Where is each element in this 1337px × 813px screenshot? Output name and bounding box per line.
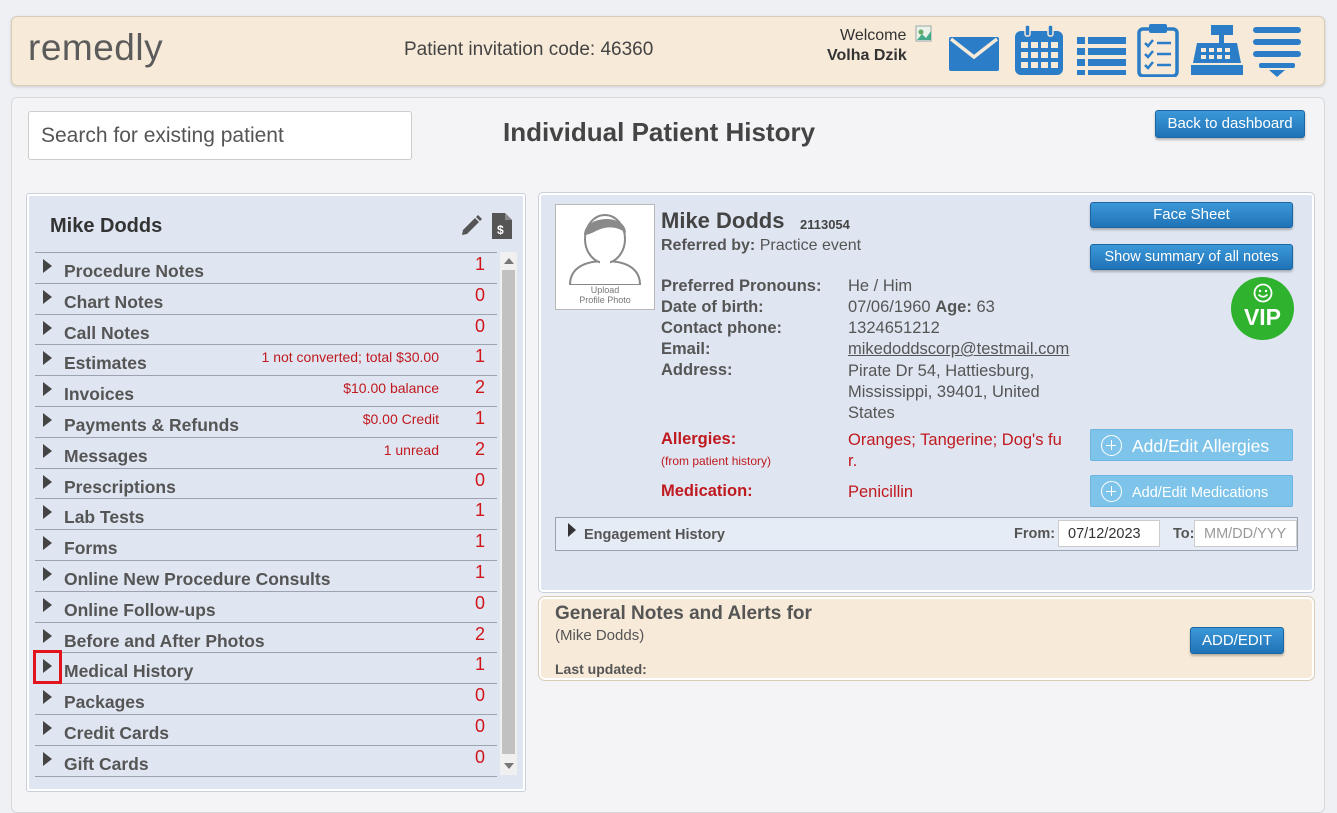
expand-arrow-icon[interactable] bbox=[43, 567, 52, 581]
expand-arrow-icon[interactable] bbox=[43, 505, 52, 519]
section-label[interactable]: Estimates bbox=[64, 353, 147, 374]
dob-value: 07/06/1960 Age: 63 bbox=[848, 298, 995, 316]
page-title: Individual Patient History bbox=[503, 117, 816, 147]
section-row[interactable] bbox=[35, 684, 497, 715]
section-note: 1 not converted; total $30.00 bbox=[261, 349, 439, 366]
svg-text:$: $ bbox=[497, 223, 504, 237]
cash-register-icon[interactable] bbox=[1189, 23, 1245, 77]
expand-arrow-icon[interactable] bbox=[43, 444, 52, 458]
profile-placeholder-icon bbox=[556, 205, 654, 285]
section-note: 1 unread bbox=[383, 441, 439, 458]
calendar-icon[interactable] bbox=[1012, 23, 1066, 77]
face-sheet-button[interactable]: Face Sheet bbox=[1090, 202, 1293, 228]
remedly-logo[interactable]: remedly bbox=[28, 27, 164, 68]
back-to-dashboard-button[interactable]: Back to dashboard bbox=[1155, 110, 1305, 138]
section-row[interactable] bbox=[35, 284, 497, 315]
mail-icon[interactable] bbox=[947, 23, 1001, 77]
last-updated-label: Last updated: bbox=[555, 661, 647, 677]
patient-sections-panel bbox=[27, 194, 525, 791]
section-label[interactable]: Call Notes bbox=[64, 322, 150, 343]
notes-title: General Notes and Alerts for bbox=[555, 603, 812, 624]
scrollbar-thumb[interactable] bbox=[502, 270, 515, 754]
section-count: 0 bbox=[474, 715, 485, 736]
section-row[interactable] bbox=[35, 315, 497, 346]
plus-circle-icon bbox=[1101, 435, 1122, 456]
add-edit-medications-button[interactable]: Add/Edit Medications bbox=[1090, 475, 1293, 507]
pronouns-label: Preferred Pronouns: bbox=[661, 277, 822, 295]
add-edit-notes-button[interactable]: ADD/EDIT bbox=[1190, 627, 1284, 654]
allergies-label: Allergies: bbox=[661, 430, 737, 448]
section-count: 1 bbox=[474, 346, 485, 367]
left-panel-patient-name: Mike Dodds bbox=[50, 215, 163, 237]
section-count: 2 bbox=[474, 377, 485, 398]
list-scrollbar[interactable] bbox=[500, 252, 517, 775]
notes-patient-name: (Mike Dodds) bbox=[555, 627, 645, 644]
vip-badge: VIP bbox=[1231, 277, 1294, 340]
section-count: 0 bbox=[474, 746, 485, 767]
section-row[interactable] bbox=[35, 623, 497, 654]
section-note: $10.00 balance bbox=[343, 380, 439, 397]
section-row[interactable] bbox=[35, 592, 497, 623]
expand-arrow-icon[interactable] bbox=[43, 351, 52, 365]
show-notes-summary-button[interactable]: Show summary of all notes bbox=[1090, 244, 1293, 270]
section-note: $0.00 Credit bbox=[362, 410, 439, 427]
clipboard-icon[interactable] bbox=[1134, 23, 1182, 77]
expand-arrow-icon[interactable] bbox=[43, 598, 52, 612]
section-label[interactable]: Medical History bbox=[64, 661, 194, 682]
invoice-document-icon[interactable] bbox=[491, 212, 513, 245]
to-label: To: bbox=[1173, 526, 1195, 542]
user-name[interactable]: Volha Dzik bbox=[827, 47, 907, 64]
photo-caption: Upload bbox=[590, 285, 620, 295]
section-row[interactable] bbox=[35, 253, 497, 284]
pencil-icon[interactable] bbox=[459, 214, 483, 243]
section-row[interactable] bbox=[35, 499, 497, 530]
section-label[interactable]: Prescriptions bbox=[64, 476, 176, 497]
user-avatar-icon bbox=[915, 25, 933, 43]
smiley-icon bbox=[1253, 283, 1273, 303]
section-label[interactable]: Gift Cards bbox=[64, 753, 149, 774]
engagement-history-label[interactable]: Engagement History bbox=[584, 527, 725, 543]
section-count: 1 bbox=[474, 254, 485, 274]
expand-arrow-icon[interactable] bbox=[43, 629, 52, 643]
search-patient-input[interactable] bbox=[28, 111, 412, 160]
dob-label: Date of birth: bbox=[661, 298, 764, 316]
section-label[interactable]: Procedure Notes bbox=[64, 261, 205, 281]
expand-arrow-icon[interactable] bbox=[43, 752, 52, 766]
menu-icon[interactable] bbox=[1251, 23, 1305, 77]
section-label[interactable]: Online New Procedure Consults bbox=[64, 568, 331, 589]
expand-arrow-icon[interactable] bbox=[43, 382, 52, 396]
section-count: 1 bbox=[474, 561, 485, 582]
welcome-text: Welcome bbox=[840, 27, 907, 44]
expand-arrow-icon[interactable] bbox=[43, 475, 52, 489]
allergies-source: (from patient history) bbox=[661, 454, 772, 468]
section-label[interactable]: Invoices bbox=[64, 384, 135, 405]
from-label: From: bbox=[1014, 526, 1056, 542]
section-row[interactable] bbox=[35, 561, 497, 592]
section-label[interactable]: Payments & Refunds bbox=[64, 414, 240, 435]
expand-arrow-icon[interactable] bbox=[43, 413, 52, 427]
section-row[interactable] bbox=[35, 345, 497, 376]
phone-label: Contact phone: bbox=[661, 319, 782, 337]
medication-value: Penicillin bbox=[848, 483, 914, 501]
upload-profile-photo[interactable] bbox=[555, 204, 655, 310]
section-row[interactable] bbox=[35, 530, 497, 561]
patient-name: Mike Dodds bbox=[661, 208, 785, 233]
section-count: 2 bbox=[474, 438, 485, 459]
section-count: 0 bbox=[474, 685, 485, 706]
section-count: 1 bbox=[474, 531, 485, 552]
phone-value: 1324651212 bbox=[848, 319, 940, 337]
email-link[interactable]: mikedoddscorp@testmail.com bbox=[848, 340, 1070, 358]
section-count: 1 bbox=[474, 500, 485, 521]
section-row[interactable] bbox=[35, 653, 497, 684]
section-label[interactable]: Credit Cards bbox=[64, 722, 170, 743]
photo-caption: Profile Photo bbox=[579, 295, 631, 305]
section-count: 0 bbox=[474, 592, 485, 613]
section-count: 0 bbox=[474, 469, 485, 490]
section-row[interactable] bbox=[35, 469, 497, 500]
highlight-box bbox=[33, 650, 62, 684]
section-row[interactable] bbox=[35, 407, 497, 438]
section-label[interactable]: Messages bbox=[64, 445, 148, 466]
plus-circle-icon bbox=[1101, 481, 1122, 502]
section-count: 1 bbox=[474, 407, 485, 428]
section-count: 0 bbox=[474, 315, 485, 336]
list-icon[interactable] bbox=[1075, 23, 1129, 77]
section-row[interactable] bbox=[35, 376, 497, 407]
expand-arrow-icon[interactable] bbox=[43, 690, 52, 704]
expand-arrow-icon[interactable] bbox=[43, 321, 52, 335]
engagement-history-row[interactable] bbox=[555, 517, 1298, 551]
expand-arrow-icon[interactable] bbox=[43, 721, 52, 735]
expand-arrow-icon[interactable] bbox=[43, 290, 52, 304]
general-notes-panel bbox=[539, 597, 1314, 680]
section-label[interactable]: Online Follow-ups bbox=[64, 599, 216, 620]
pronouns-value: He / Him bbox=[848, 277, 913, 295]
patient-id: 2113054 bbox=[800, 217, 850, 232]
allergies-value: Oranges; Tangerine; Dog's fu r. bbox=[848, 431, 1062, 470]
section-count: 1 bbox=[474, 654, 485, 675]
section-label[interactable]: Packages bbox=[64, 692, 145, 713]
section-row[interactable] bbox=[35, 438, 497, 469]
section-label[interactable]: Chart Notes bbox=[64, 291, 164, 312]
add-edit-allergies-button[interactable]: Add/Edit Allergies bbox=[1090, 429, 1293, 461]
scroll-down-arrow-icon[interactable] bbox=[504, 763, 514, 769]
expand-arrow-icon[interactable] bbox=[43, 536, 52, 550]
expand-arrow-icon[interactable] bbox=[43, 259, 52, 273]
scroll-up-arrow-icon[interactable] bbox=[504, 258, 514, 264]
referred-by: Referred by: Practice event bbox=[661, 237, 862, 254]
section-row[interactable] bbox=[35, 715, 497, 746]
section-label[interactable]: Before and After Photos bbox=[64, 630, 265, 651]
address-label: Address: bbox=[661, 361, 733, 379]
section-row[interactable] bbox=[35, 746, 497, 777]
medication-label: Medication: bbox=[661, 482, 753, 500]
patient-info-panel bbox=[539, 193, 1314, 592]
patient-invitation-code: Patient invitation code: 46360 bbox=[404, 39, 654, 60]
section-count: 2 bbox=[474, 623, 485, 644]
patient-sections-list bbox=[35, 252, 497, 778]
app-header bbox=[11, 16, 1325, 86]
expand-arrow-icon[interactable] bbox=[568, 523, 576, 537]
email-label: Email: bbox=[661, 340, 711, 358]
section-label[interactable]: Forms bbox=[64, 538, 118, 559]
section-count: 0 bbox=[474, 284, 485, 305]
to-date-input[interactable] bbox=[1194, 520, 1297, 547]
section-label[interactable]: Lab Tests bbox=[64, 507, 145, 528]
from-date-input[interactable] bbox=[1058, 520, 1160, 547]
address-value: Pirate Dr 54, Hattiesburg, Mississippi, 39401, United States bbox=[848, 362, 1040, 422]
